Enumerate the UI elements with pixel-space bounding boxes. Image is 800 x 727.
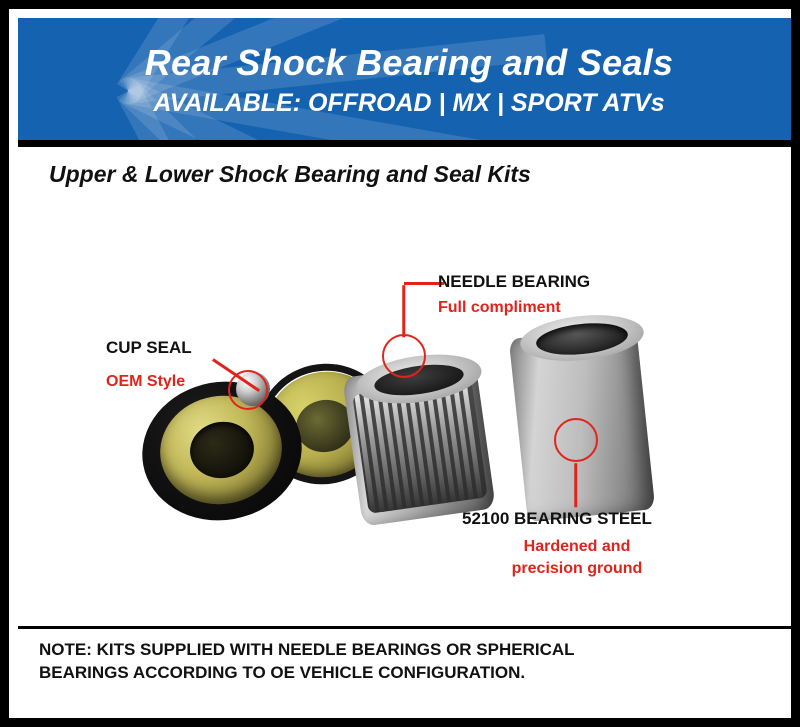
needle-bearing-callout-note: Full compliment [438, 299, 561, 316]
needle-bearing-callout-ring [382, 334, 426, 378]
bearing-steel-callout-title: 52100 BEARING STEEL [462, 509, 652, 528]
bearing-steel-callout-note-line1: Hardened and [523, 538, 631, 555]
footer-note-line1: NOTE: KITS SUPPLIED WITH NEEDLE BEARINGS OR SPHERICAL [39, 640, 575, 659]
cup-seal-callout-ring [228, 370, 268, 410]
bearing-steel-callout-note-line2: precision ground [511, 560, 643, 577]
header-banner [18, 18, 800, 140]
section-subheading: Upper & Lower Shock Bearing and Seal Kits [49, 161, 531, 187]
needle-bearing-leader-line [403, 285, 406, 337]
cup-seal-callout-note: OEM Style [106, 373, 186, 390]
product-illustration [18, 204, 800, 624]
footer-note [39, 639, 779, 685]
cup-seal-callout-title: CUP SEAL [106, 338, 192, 357]
needle-bearing-callout-title: NEEDLE BEARING [438, 272, 591, 291]
bearing-steel-leader-line [575, 463, 578, 507]
poster-title: Rear Shock Bearing and Seals [144, 41, 674, 83]
bearing-steel-callout-ring [554, 418, 598, 462]
poster-subtitle: AVAILABLE: OFFROAD | MX | SPORT ATVs [153, 89, 665, 118]
footer-note-line2: BEARINGS ACCORDING TO OE VEHICLE CONFIGURATION. [39, 662, 526, 682]
header-divider [18, 140, 800, 147]
footer-divider [18, 626, 800, 629]
needle-bearing-part [352, 354, 486, 524]
